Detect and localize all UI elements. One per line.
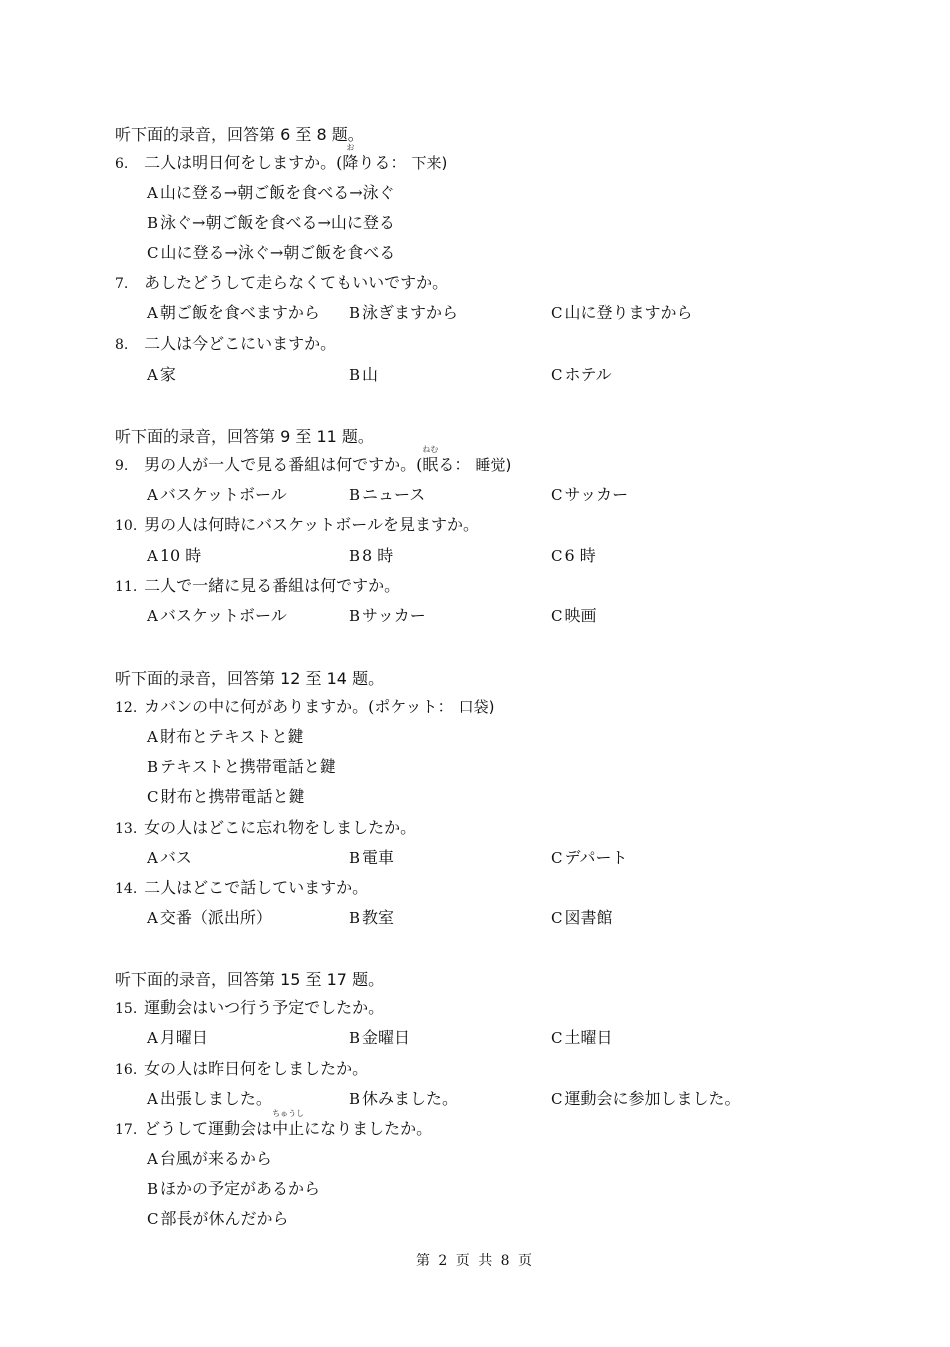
option-text: 運動会に参加しました。 <box>564 1089 741 1108</box>
option-text: デパート <box>564 848 628 867</box>
question-16 <box>115 1056 368 1079</box>
option-b <box>349 543 393 566</box>
option-text: 家 <box>159 365 176 384</box>
option-letter: C <box>147 788 159 806</box>
option-text: ほかの予定があるから <box>160 1179 321 1198</box>
ruby-base: 降 <box>342 153 359 172</box>
ruby-base: 眠 <box>422 455 439 474</box>
translation-note: 下来) <box>411 154 448 172</box>
option-text: 土曜日 <box>564 1028 613 1047</box>
question-number: 17. <box>115 1122 138 1138</box>
option-text: 金曜日 <box>362 1028 411 1047</box>
option-text: バスケットボール <box>159 485 287 504</box>
ruby-word <box>422 445 439 475</box>
option-letter: A <box>147 184 158 202</box>
question-text: 女の人は昨日何をしましたか。 <box>144 1059 369 1078</box>
option-letter: B <box>349 849 361 867</box>
option-c <box>551 845 628 868</box>
option-a <box>147 300 320 323</box>
option-text: 交番（派出所） <box>159 908 272 927</box>
option-a <box>147 1146 272 1169</box>
question-9 <box>115 445 512 475</box>
option-b <box>147 210 395 233</box>
question-15 <box>115 995 384 1018</box>
option-b <box>349 482 425 505</box>
option-text: 財布と携帯電話と鍵 <box>160 787 305 806</box>
option-letter: C <box>551 849 563 867</box>
option-letter: C <box>551 304 563 322</box>
option-b <box>349 905 394 928</box>
option-letter: B <box>147 758 159 776</box>
option-c <box>551 362 612 385</box>
option-c <box>147 1206 289 1229</box>
ruby-reading: お <box>346 143 355 152</box>
option-letter: C <box>551 607 563 625</box>
question-text: 二人は今どこにいますか。 <box>144 334 337 353</box>
option-letter: C <box>147 244 159 262</box>
option-c <box>147 784 305 807</box>
option-text: 泳ぎますから <box>362 303 459 322</box>
option-text: 出張しました。 <box>159 1089 272 1108</box>
question-text: あしたどうして走らなくてもいいですか。 <box>144 273 449 292</box>
option-c <box>551 1086 741 1109</box>
option-text: 8 時 <box>362 546 394 565</box>
question-number: 14. <box>115 881 138 897</box>
question-text: カバンの中に何がありますか。(ポケット： <box>144 697 454 716</box>
option-text: 図書館 <box>564 908 613 927</box>
ruby-reading: ねむ <box>422 445 439 454</box>
question-number: 9. <box>115 458 129 474</box>
question-17 <box>115 1109 433 1139</box>
option-letter: B <box>349 1090 361 1108</box>
question-12 <box>115 694 495 717</box>
option-letter: B <box>349 909 361 927</box>
option-text: 10 時 <box>159 546 202 565</box>
option-letter: B <box>349 1029 361 1047</box>
option-b <box>349 603 426 626</box>
question-number: 12. <box>115 700 138 716</box>
option-letter: A <box>147 1150 158 1168</box>
option-text: 部長が休んだから <box>160 1209 289 1228</box>
option-letter: C <box>551 366 563 384</box>
page-footer: 第 2 页 共 8 页 <box>415 1253 535 1269</box>
option-letter: C <box>551 1090 563 1108</box>
option-letter: C <box>551 547 563 565</box>
question-number: 6. <box>115 156 129 172</box>
question-8 <box>115 331 336 354</box>
option-text: 山に登る→朝ご飯を食べる→泳ぐ <box>159 183 395 202</box>
option-text: バスケットボール <box>159 606 287 625</box>
option-b <box>349 362 378 385</box>
section-title: 听下面的录音，回答第 12 至 14 题。 <box>115 669 385 688</box>
translation-note: 睡觉) <box>475 456 512 474</box>
section-title: 听下面的录音，回答第 15 至 17 题。 <box>115 970 385 989</box>
option-a <box>147 180 395 203</box>
question-text: 二人はどこで話していますか。 <box>144 878 369 897</box>
option-a <box>147 905 272 928</box>
option-letter: B <box>147 214 159 232</box>
question-text: 運動会はいつ行う予定でしたか。 <box>144 998 385 1017</box>
option-letter: A <box>147 849 158 867</box>
question-number: 8. <box>115 337 129 353</box>
question-text-tail: りる： <box>358 153 407 172</box>
option-letter: B <box>349 304 361 322</box>
question-number: 10. <box>115 518 138 534</box>
option-c <box>147 240 395 263</box>
option-text: 台風が来るから <box>159 1149 272 1168</box>
question-7 <box>115 270 448 293</box>
option-b <box>147 1176 320 1199</box>
option-letter: A <box>147 1090 158 1108</box>
option-text: バス <box>159 848 192 867</box>
option-text: サッカー <box>564 485 629 504</box>
option-letter: C <box>147 1210 159 1228</box>
option-text: ホテル <box>564 365 612 384</box>
option-a <box>147 543 201 566</box>
ruby-word <box>342 143 359 173</box>
option-letter: A <box>147 728 158 746</box>
option-c <box>551 482 628 505</box>
option-letter: C <box>551 1029 563 1047</box>
question-6 <box>115 143 448 173</box>
option-a <box>147 1086 272 1109</box>
question-text: 男の人が一人で見る番組は何ですか。( <box>144 455 423 474</box>
option-a <box>147 1025 208 1048</box>
option-letter: A <box>147 486 158 504</box>
option-text: 教室 <box>362 908 395 927</box>
option-letter: A <box>147 607 158 625</box>
ruby-base: 中止 <box>272 1119 305 1138</box>
option-a <box>147 724 304 747</box>
option-text: 休みました。 <box>362 1089 459 1108</box>
option-text: 電車 <box>362 848 395 867</box>
question-text-tail: になりましたか。 <box>304 1119 433 1138</box>
question-text: 二人で一緒に見る番組は何ですか。 <box>144 576 401 595</box>
option-text: 映画 <box>564 606 597 625</box>
question-number: 7. <box>115 276 129 292</box>
option-c <box>551 1025 613 1048</box>
option-text: 山に登る→泳ぐ→朝ご飯を食べる <box>160 243 396 262</box>
question-10 <box>115 512 479 535</box>
question-text: 女の人はどこに忘れ物をしましたか。 <box>144 818 417 837</box>
option-b <box>349 1025 410 1048</box>
option-letter: B <box>349 547 361 565</box>
option-b <box>147 754 336 777</box>
question-number: 13. <box>115 821 138 837</box>
option-text: 泳ぐ→朝ご飯を食べる→山に登る <box>160 213 395 232</box>
option-text: 月曜日 <box>159 1028 208 1047</box>
option-letter: C <box>551 909 563 927</box>
option-text: 山 <box>362 365 379 384</box>
option-letter: B <box>349 486 361 504</box>
option-c <box>551 543 596 566</box>
option-text: 山に登りますから <box>564 303 693 322</box>
option-c <box>551 300 693 323</box>
option-text: 6 時 <box>564 546 596 565</box>
option-letter: A <box>147 547 158 565</box>
question-text: どうして運動会は <box>144 1119 273 1138</box>
question-11 <box>115 573 400 596</box>
option-a <box>147 362 176 385</box>
option-c <box>551 603 597 626</box>
option-letter: C <box>551 486 563 504</box>
question-text: 男の人は何時にバスケットボールを見ますか。 <box>144 515 479 534</box>
ruby-reading: ちゅうし <box>272 1109 305 1118</box>
ruby-word <box>272 1109 305 1139</box>
translation-note: 口袋) <box>458 698 495 716</box>
question-13 <box>115 815 416 838</box>
option-letter: A <box>147 1029 158 1047</box>
question-text-tail: る： <box>438 455 471 474</box>
option-text: テキストと携帯電話と鍵 <box>160 757 336 776</box>
option-c <box>551 905 613 928</box>
question-14 <box>115 875 368 898</box>
option-text: サッカー <box>362 606 426 625</box>
option-letter: B <box>349 366 361 384</box>
option-text: 財布とテキストと鍵 <box>159 727 304 746</box>
option-letter: A <box>147 909 158 927</box>
option-text: ニュース <box>362 485 426 504</box>
option-letter: B <box>349 607 361 625</box>
option-text: 朝ご飯を食べますから <box>159 303 320 322</box>
option-b <box>349 300 458 323</box>
question-number: 16. <box>115 1062 138 1078</box>
option-letter: B <box>147 1180 159 1198</box>
section-title: 听下面的录音，回答第 6 至 8 题。 <box>115 125 364 144</box>
section-title: 听下面的录音，回答第 9 至 11 题。 <box>115 427 374 446</box>
option-letter: A <box>147 304 158 322</box>
option-b <box>349 1086 458 1109</box>
option-a <box>147 603 287 626</box>
question-number: 11. <box>115 579 138 595</box>
option-a <box>147 482 287 505</box>
option-a <box>147 845 192 868</box>
option-letter: A <box>147 366 158 384</box>
question-number: 15. <box>115 1001 138 1017</box>
option-b <box>349 845 394 868</box>
question-text: 二人は明日何をしますか。( <box>144 153 343 172</box>
